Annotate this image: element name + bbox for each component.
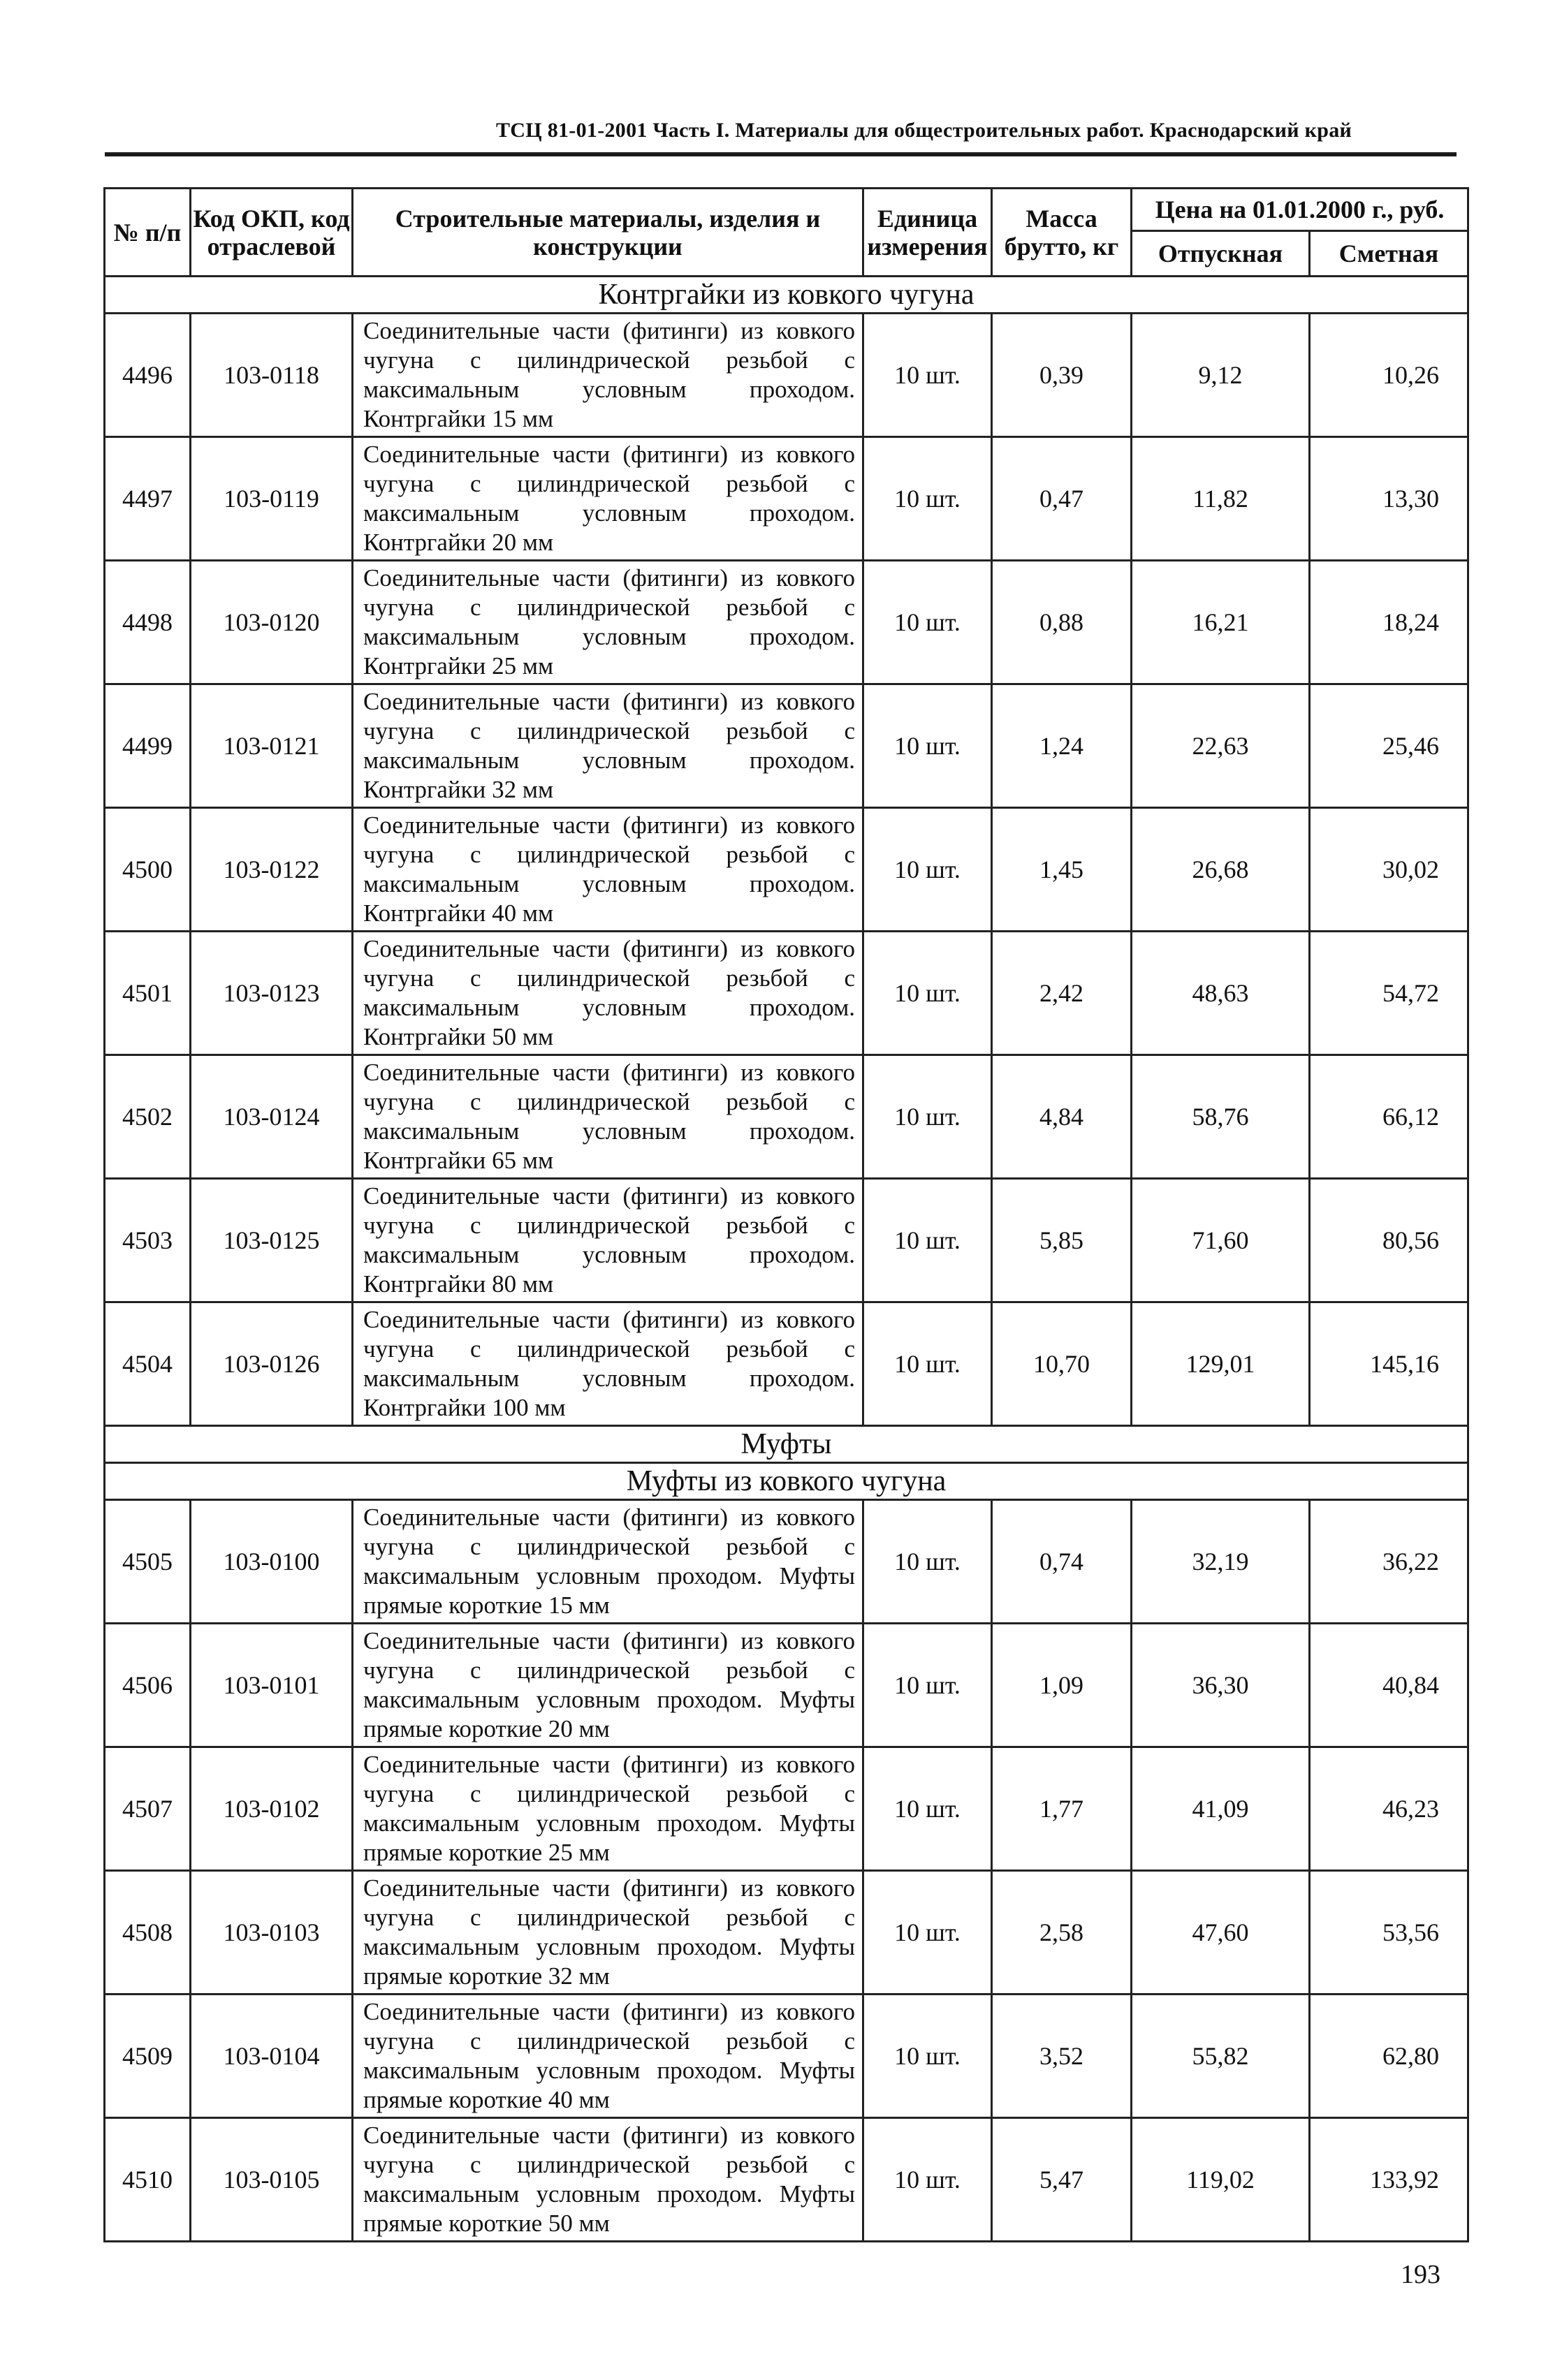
row-unit: 10 шт. <box>863 932 992 1055</box>
row-unit: 10 шт. <box>863 1302 992 1426</box>
col-header-mass: Масса брутто, кг <box>992 189 1132 277</box>
row-price-release: 32,19 <box>1132 1500 1310 1624</box>
table-row <box>105 684 1468 808</box>
row-code: 103-0100 <box>191 1500 353 1624</box>
table-row <box>105 561 1468 684</box>
table-row <box>105 1500 1468 1624</box>
table-row <box>105 2118 1468 2242</box>
row-code: 103-0120 <box>191 561 353 684</box>
row-code: 103-0103 <box>191 1871 353 1995</box>
row-mass: 1,45 <box>992 808 1132 932</box>
row-number: 4504 <box>105 1302 191 1426</box>
table-row <box>105 932 1468 1055</box>
row-description: Соединительные части (фитинги) из ковкого чугуна с цилиндрической резьбой с максимальным условным проходом. Контргайки 80 мм <box>353 1179 863 1302</box>
row-description: Соединительные части (фитинги) из ковкого чугуна с цилиндрической резьбой с максимальным условным проходом. Муфты прямые короткие 25 мм <box>353 1747 863 1871</box>
col-header-price-release: Отпускная <box>1132 231 1310 277</box>
row-code: 103-0124 <box>191 1055 353 1179</box>
row-number: 4501 <box>105 932 191 1055</box>
row-number: 4508 <box>105 1871 191 1995</box>
row-mass: 0,47 <box>992 437 1132 561</box>
row-description: Соединительные части (фитинги) из ковкого чугуна с цилиндрической резьбой с максимальным условным проходом. Муфты прямые короткие 32 мм <box>353 1871 863 1995</box>
row-unit: 10 шт. <box>863 684 992 808</box>
price-table <box>103 187 1469 2242</box>
row-unit: 10 шт. <box>863 1179 992 1302</box>
row-code: 103-0102 <box>191 1747 353 1871</box>
row-price-release: 129,01 <box>1132 1302 1310 1426</box>
table-row <box>105 1747 1468 1871</box>
row-code: 103-0101 <box>191 1624 353 1747</box>
row-price-estimate: 62,80 <box>1310 1995 1468 2118</box>
section-title-row <box>105 277 1468 314</box>
row-price-release: 71,60 <box>1132 1179 1310 1302</box>
col-header-price-estimate: Сметная <box>1310 231 1468 277</box>
row-number: 4510 <box>105 2118 191 2242</box>
table-row <box>105 808 1468 932</box>
row-unit: 10 шт. <box>863 808 992 932</box>
row-mass: 1,09 <box>992 1624 1132 1747</box>
row-price-release: 41,09 <box>1132 1747 1310 1871</box>
row-number: 4506 <box>105 1624 191 1747</box>
row-price-estimate: 46,23 <box>1310 1747 1468 1871</box>
row-code: 103-0122 <box>191 808 353 932</box>
row-mass: 2,42 <box>992 932 1132 1055</box>
row-code: 103-0125 <box>191 1179 353 1302</box>
row-number: 4502 <box>105 1055 191 1179</box>
table-row <box>105 314 1468 437</box>
table-row <box>105 1302 1468 1426</box>
col-header-code: Код ОКП, код отраслевой <box>191 189 353 277</box>
row-number: 4499 <box>105 684 191 808</box>
row-price-estimate: 10,26 <box>1310 314 1468 437</box>
row-price-release: 47,60 <box>1132 1871 1310 1995</box>
row-price-estimate: 145,16 <box>1310 1302 1468 1426</box>
row-price-estimate: 40,84 <box>1310 1624 1468 1747</box>
table-row <box>105 1179 1468 1302</box>
row-mass: 0,39 <box>992 314 1132 437</box>
row-unit: 10 шт. <box>863 1624 992 1747</box>
row-number: 4509 <box>105 1995 191 2118</box>
row-code: 103-0121 <box>191 684 353 808</box>
row-mass: 1,24 <box>992 684 1132 808</box>
table-row <box>105 1871 1468 1995</box>
table-row <box>105 1995 1468 2118</box>
table-body <box>105 277 1468 2242</box>
row-description: Соединительные части (фитинги) из ковкого чугуна с цилиндрической резьбой с максимальным условным проходом. Муфты прямые короткие 50 мм <box>353 2118 863 2242</box>
row-price-estimate: 36,22 <box>1310 1500 1468 1624</box>
row-description: Соединительные части (фитинги) из ковкого чугуна с цилиндрической резьбой с максимальным условным проходом. Контргайки 65 мм <box>353 1055 863 1179</box>
group-title: Муфты <box>105 1426 1468 1463</box>
row-price-estimate: 30,02 <box>1310 808 1468 932</box>
row-mass: 2,58 <box>992 1871 1132 1995</box>
row-price-release: 9,12 <box>1132 314 1310 437</box>
row-number: 4496 <box>105 314 191 437</box>
col-header-num: № п/п <box>105 189 191 277</box>
row-unit: 10 шт. <box>863 1500 992 1624</box>
row-code: 103-0104 <box>191 1995 353 2118</box>
row-description: Соединительные части (фитинги) из ковкого чугуна с цилиндрической резьбой с максимальным условным проходом. Муфты прямые короткие 20 мм <box>353 1624 863 1747</box>
group-title-row <box>105 1426 1468 1463</box>
row-number: 4498 <box>105 561 191 684</box>
row-unit: 10 шт. <box>863 1747 992 1871</box>
row-mass: 4,84 <box>992 1055 1132 1179</box>
row-description: Соединительные части (фитинги) из ковкого чугуна с цилиндрической резьбой с максимальным условным проходом. Муфты прямые короткие 15 мм <box>353 1500 863 1624</box>
row-price-release: 26,68 <box>1132 808 1310 932</box>
row-code: 103-0126 <box>191 1302 353 1426</box>
row-unit: 10 шт. <box>863 1995 992 2118</box>
page-number: 193 <box>1401 2260 1440 2289</box>
row-price-release: 11,82 <box>1132 437 1310 561</box>
row-price-estimate: 133,92 <box>1310 2118 1468 2242</box>
col-header-price-group: Цена на 01.01.2000 г., руб. <box>1132 189 1468 231</box>
row-code: 103-0119 <box>191 437 353 561</box>
table-row <box>105 437 1468 561</box>
row-unit: 10 шт. <box>863 437 992 561</box>
row-price-release: 22,63 <box>1132 684 1310 808</box>
row-number: 4505 <box>105 1500 191 1624</box>
row-unit: 10 шт. <box>863 1871 992 1995</box>
row-price-release: 58,76 <box>1132 1055 1310 1179</box>
row-mass: 0,74 <box>992 1500 1132 1624</box>
row-price-release: 119,02 <box>1132 2118 1310 2242</box>
row-mass: 5,85 <box>992 1179 1132 1302</box>
row-description: Соединительные части (фитинги) из ковкого чугуна с цилиндрической резьбой с максимальным условным проходом. Контргайки 15 мм <box>353 314 863 437</box>
row-price-estimate: 18,24 <box>1310 561 1468 684</box>
table-row <box>105 1055 1468 1179</box>
section-title: Муфты из ковкого чугуна <box>105 1463 1468 1500</box>
row-description: Соединительные части (фитинги) из ковкого чугуна с цилиндрической резьбой с максимальным условным проходом. Контргайки 50 мм <box>353 932 863 1055</box>
row-price-estimate: 54,72 <box>1310 932 1468 1055</box>
row-number: 4500 <box>105 808 191 932</box>
row-mass: 0,88 <box>992 561 1132 684</box>
row-code: 103-0118 <box>191 314 353 437</box>
row-price-release: 48,63 <box>1132 932 1310 1055</box>
row-description: Соединительные части (фитинги) из ковкого чугуна с цилиндрической резьбой с максимальным условным проходом. Контргайки 100 мм <box>353 1302 863 1426</box>
row-price-estimate: 13,30 <box>1310 437 1468 561</box>
row-description: Соединительные части (фитинги) из ковкого чугуна с цилиндрической резьбой с максимальным условным проходом. Контргайки 32 мм <box>353 684 863 808</box>
row-price-estimate: 53,56 <box>1310 1871 1468 1995</box>
row-price-release: 36,30 <box>1132 1624 1310 1747</box>
row-price-estimate: 25,46 <box>1310 684 1468 808</box>
row-unit: 10 шт. <box>863 314 992 437</box>
row-unit: 10 шт. <box>863 2118 992 2242</box>
row-description: Соединительные части (фитинги) из ковкого чугуна с цилиндрической резьбой с максимальным условным проходом. Контргайки 20 мм <box>353 437 863 561</box>
col-header-name: Строительные материалы, изделия и конструкции <box>353 189 863 277</box>
col-header-unit: Единица измерения <box>863 189 992 277</box>
row-code: 103-0123 <box>191 932 353 1055</box>
header-rule <box>105 152 1457 156</box>
row-unit: 10 шт. <box>863 561 992 684</box>
section-title-row <box>105 1463 1468 1500</box>
running-title: ТСЦ 81-01-2001 Часть I. Материалы для общестроительных работ. Краснодарский край <box>496 119 1352 142</box>
row-price-estimate: 66,12 <box>1310 1055 1468 1179</box>
row-number: 4503 <box>105 1179 191 1302</box>
row-description: Соединительные части (фитинги) из ковкого чугуна с цилиндрической резьбой с максимальным условным проходом. Контргайки 25 мм <box>353 561 863 684</box>
row-code: 103-0105 <box>191 2118 353 2242</box>
row-mass: 5,47 <box>992 2118 1132 2242</box>
table-row <box>105 1624 1468 1747</box>
row-mass: 3,52 <box>992 1995 1132 2118</box>
row-description: Соединительные части (фитинги) из ковкого чугуна с цилиндрической резьбой с максимальным условным проходом. Муфты прямые короткие 40 мм <box>353 1995 863 2118</box>
row-number: 4507 <box>105 1747 191 1871</box>
row-price-release: 16,21 <box>1132 561 1310 684</box>
section-title: Контргайки из ковкого чугуна <box>105 277 1468 314</box>
row-mass: 1,77 <box>992 1747 1132 1871</box>
row-mass: 10,70 <box>992 1302 1132 1426</box>
row-price-estimate: 80,56 <box>1310 1179 1468 1302</box>
row-number: 4497 <box>105 437 191 561</box>
row-description: Соединительные части (фитинги) из ковкого чугуна с цилиндрической резьбой с максимальным условным проходом. Контргайки 40 мм <box>353 808 863 932</box>
row-price-release: 55,82 <box>1132 1995 1310 2118</box>
row-unit: 10 шт. <box>863 1055 992 1179</box>
